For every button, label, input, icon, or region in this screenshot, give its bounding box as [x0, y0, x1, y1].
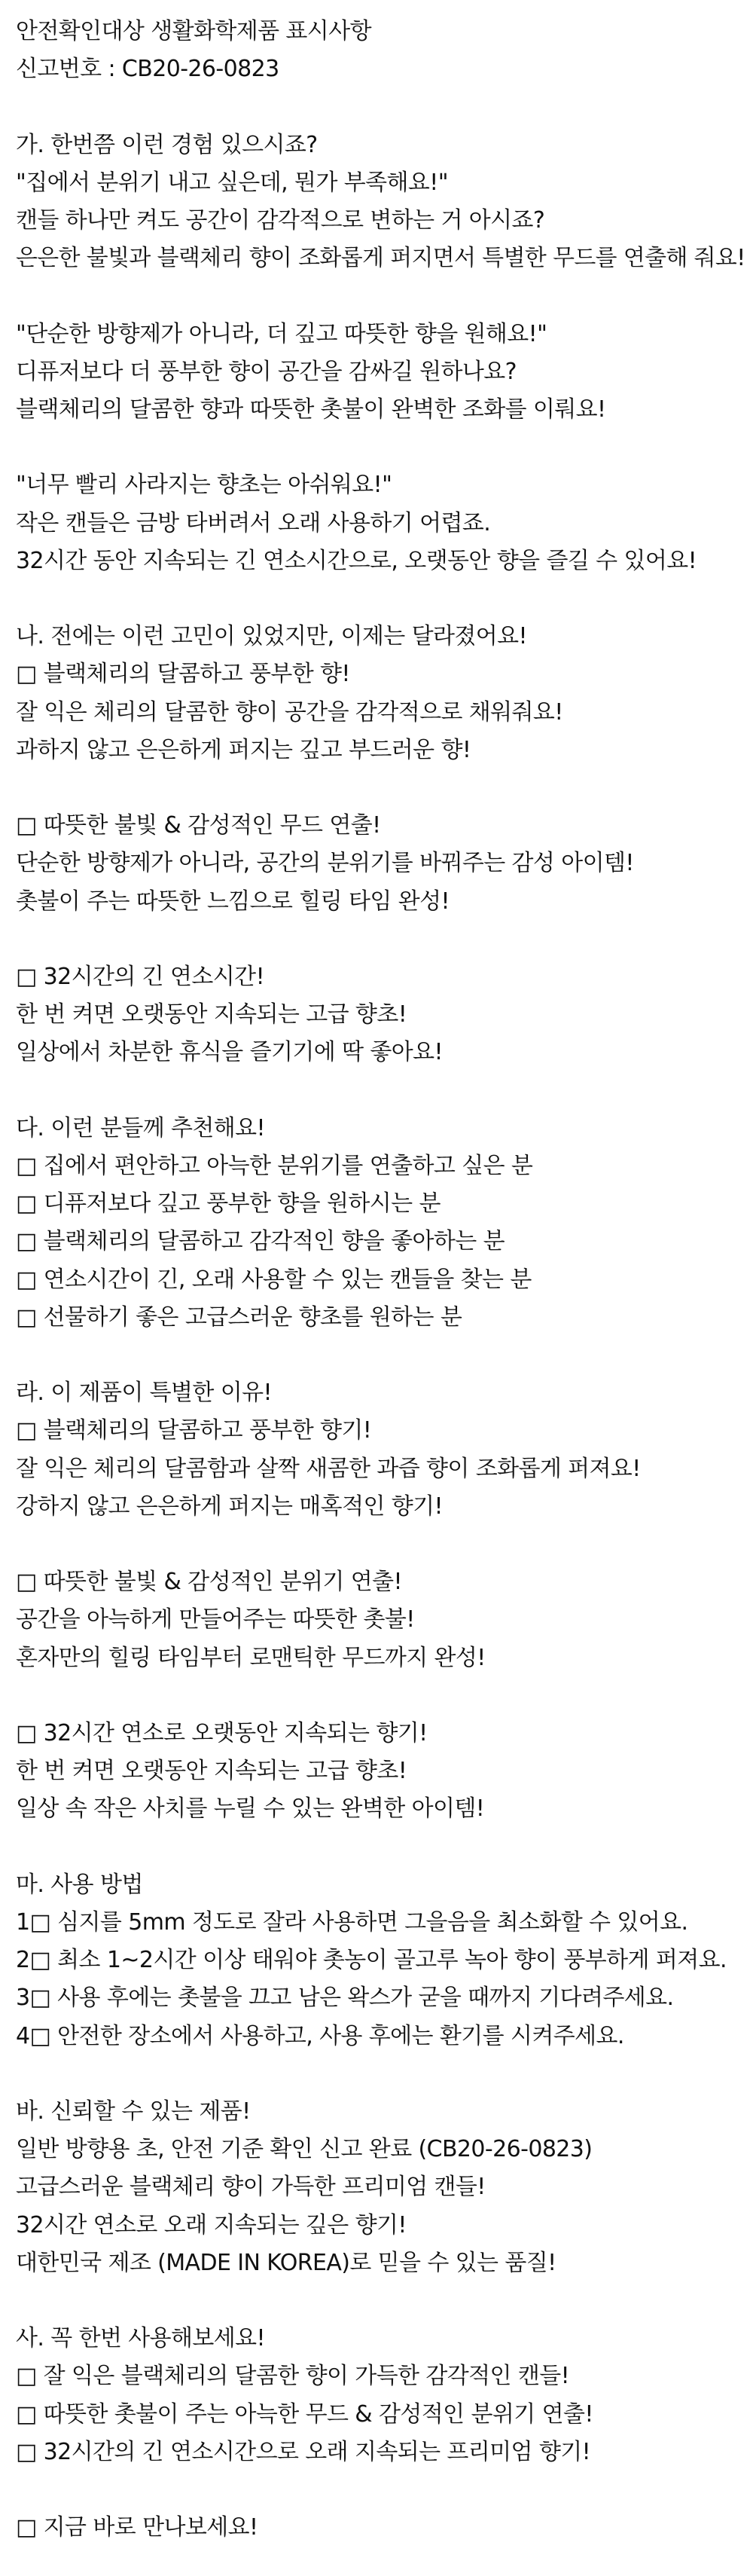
text-line-39: 마. 사용 방법: [16, 1872, 143, 1898]
text-line-4: "집에서 분위기 내고 싶은데, 뭔가 부족해요!": [16, 170, 448, 196]
text-line-22: 일상에서 차분한 휴식을 즐기기에 딱 좋아요!: [16, 1039, 443, 1065]
text-line-12: 32시간 동안 지속되는 긴 연소시간으로, 오랫동안 향을 즐길 수 있어요!: [16, 548, 697, 574]
text-line-26: □ 블랙체리의 달콤하고 감각적인 향을 좋아하는 분: [16, 1228, 505, 1254]
text-line-19: 촛불이 주는 따뜻한 느낌으로 힐링 타임 완성!: [16, 888, 450, 915]
text-line-3: 가. 한번쯤 이런 경험 있으시죠?: [16, 132, 318, 158]
text-line-41: 2□ 최소 1~2시간 이상 태워야 촛농이 골고루 녹아 향이 풍부하게 퍼져요.: [16, 1947, 727, 1973]
text-line-49: 사. 꼭 한번 사용해보세요!: [16, 2325, 265, 2351]
text-line-37: 한 번 켜면 오랫동안 지속되는 고급 향초!: [16, 1758, 407, 1784]
text-line-18: 단순한 방향제가 아니라, 공간의 분위기를 바꿔주는 감성 아이템!: [16, 850, 634, 876]
text-line-44: 바. 신뢰할 수 있는 제품!: [16, 2098, 251, 2125]
text-line-16: 과하지 않고 은은하게 퍼지는 깊고 부드러운 향!: [16, 737, 471, 763]
text-line-17: □ 따뜻한 불빛 & 감성적인 무드 연출!: [16, 812, 381, 839]
text-line-25: □ 디퓨저보다 깊고 풍부한 향을 원하시는 분: [16, 1190, 441, 1217]
text-line-42: 3□ 사용 후에는 촛불을 끄고 남은 왁스가 굳을 때까지 기다려주세요.: [16, 1985, 674, 2011]
text-line-10: "너무 빨리 사라지는 향초는 아쉬워요!": [16, 472, 392, 498]
text-line-21: 한 번 켜면 오랫동안 지속되는 고급 향초!: [16, 1001, 407, 1028]
text-line-50: □ 잘 익은 블랙체리의 달콤한 향이 가득한 감각적인 캔들!: [16, 2363, 570, 2389]
text-line-2: 신고번호 : CB20-26-0823: [16, 56, 279, 82]
text-line-14: □ 블랙체리의 달콤하고 풍부한 향!: [16, 661, 350, 687]
text-line-6: 은은한 불빛과 블랙체리 향이 조화롭게 퍼지면서 특별한 무드를 연출해 줘요!: [16, 245, 745, 271]
text-line-5: 캔들 하나만 켜도 공간이 감각적으로 변하는 거 아시죠?: [16, 207, 545, 234]
text-line-45: 일반 방향용 초, 안전 기준 확인 신고 완료 (CB20-26-0823): [16, 2136, 593, 2162]
text-line-30: □ 블랙체리의 달콤하고 풍부한 향기!: [16, 1417, 372, 1444]
text-line-24: □ 집에서 편안하고 아늑한 분위기를 연출하고 싶은 분: [16, 1153, 533, 1179]
text-line-7: "단순한 방향제가 아니라, 더 깊고 따뜻한 향을 원해요!": [16, 321, 547, 347]
text-line-8: 디퓨저보다 더 풍부한 향이 공간을 감싸길 원하나요?: [16, 359, 517, 385]
text-line-34: 공간을 아늑하게 만들어주는 따뜻한 촛불!: [16, 1606, 415, 1633]
text-line-40: 1□ 심지를 5mm 정도로 잘라 사용하면 그을음을 최소화할 수 있어요.: [16, 1909, 688, 1936]
text-line-48: 대한민국 제조 (MADE IN KOREA)로 믿을 수 있는 품질!: [16, 2250, 556, 2276]
text-line-43: 4□ 안전한 장소에서 사용하고, 사용 후에는 환기를 시켜주세요.: [16, 2023, 624, 2049]
text-line-28: □ 선물하기 좋은 고급스러운 향초를 원하는 분: [16, 1304, 462, 1331]
text-line-1: 안전확인대상 생활화학제품 표시사항: [16, 18, 371, 44]
text-line-47: 32시간 연소로 오래 지속되는 깊은 향기!: [16, 2212, 407, 2238]
text-line-35: 혼자만의 힐링 타임부터 로맨틱한 무드까지 완성!: [16, 1645, 486, 1671]
text-line-29: 라. 이 제품이 특별한 이유!: [16, 1380, 272, 1406]
text-line-20: □ 32시간의 긴 연소시간!: [16, 964, 264, 990]
text-line-46: 고급스러운 블랙체리 향이 가득한 프리미엄 캔들!: [16, 2174, 486, 2200]
text-line-27: □ 연소시간이 긴, 오래 사용할 수 있는 캔들을 찾는 분: [16, 1267, 532, 1293]
text-line-13: 나. 전에는 이런 고민이 있었지만, 이제는 달라졌어요!: [16, 623, 527, 649]
text-line-52: □ 32시간의 긴 연소시간으로 오래 지속되는 프리미엄 향기!: [16, 2439, 591, 2465]
text-line-36: □ 32시간 연소로 오랫동안 지속되는 향기!: [16, 1720, 428, 1746]
text-line-53: □ 지금 바로 만나보세요!: [16, 2514, 258, 2541]
text-line-31: 잘 익은 체리의 달콤함과 살짝 새콤한 과즙 향이 조화롭게 퍼져요!: [16, 1456, 641, 1482]
text-line-23: 다. 이런 분들께 추천해요!: [16, 1115, 265, 1141]
text-line-33: □ 따뜻한 불빛 & 감성적인 분위기 연출!: [16, 1569, 402, 1595]
text-line-32: 강하지 않고 은은하게 퍼지는 매혹적인 향기!: [16, 1493, 443, 1520]
text-line-9: 블랙체리의 달콤한 향과 따뜻한 촛불이 완벽한 조화를 이뤄요!: [16, 396, 606, 423]
text-line-15: 잘 익은 체리의 달콤한 향이 공간을 감각적으로 채워줘요!: [16, 699, 563, 726]
text-line-51: □ 따뜻한 촛불이 주는 아늑한 무드 & 감성적인 분위기 연출!: [16, 2401, 593, 2428]
text-line-11: 작은 캔들은 금방 타버려서 오래 사용하기 어렵죠.: [16, 510, 491, 536]
text-line-38: 일상 속 작은 사치를 누릴 수 있는 완벽한 아이템!: [16, 1795, 485, 1822]
